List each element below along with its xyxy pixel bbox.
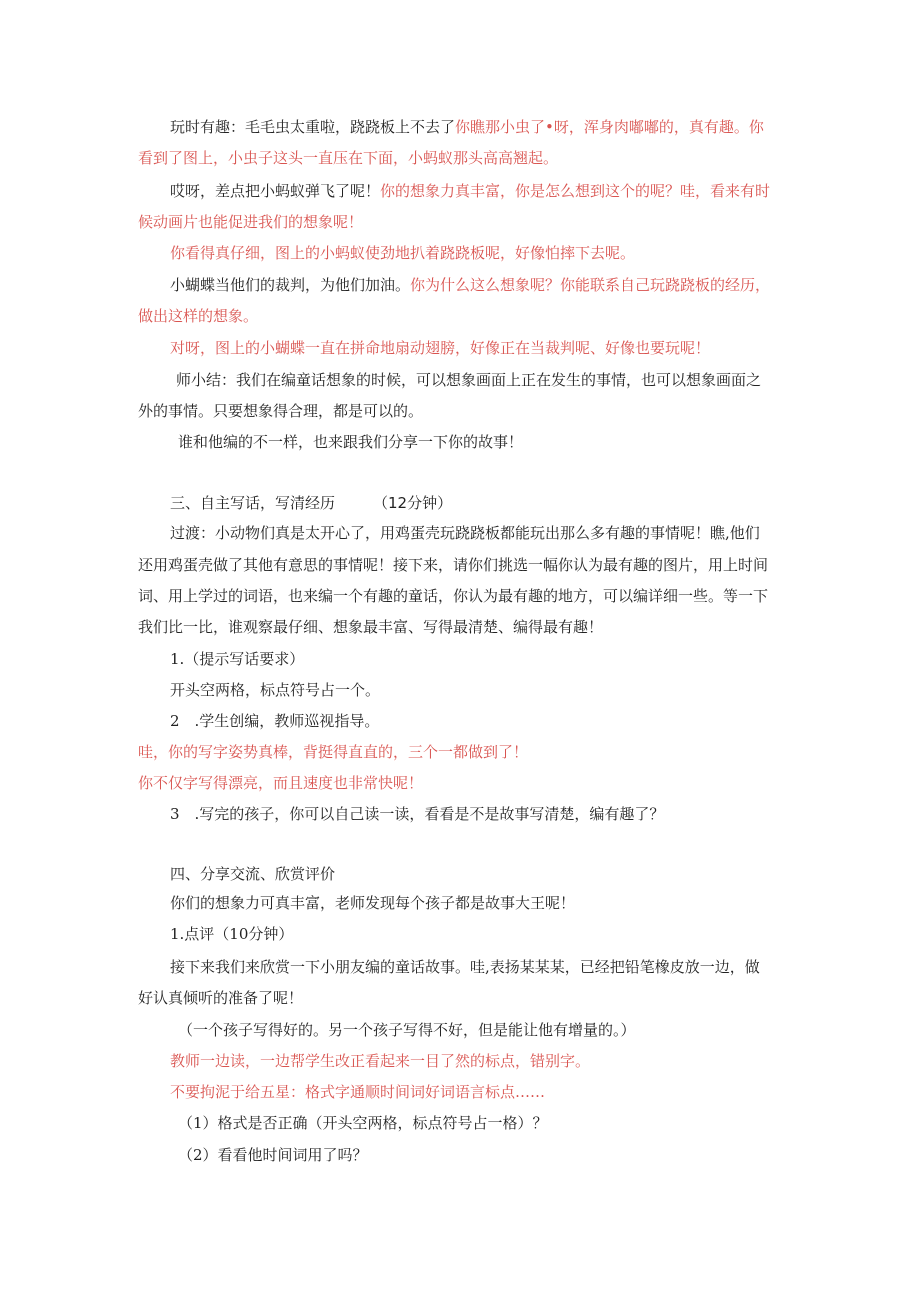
section-heading bbox=[170, 493, 452, 513]
text-line bbox=[170, 649, 304, 669]
lesson-text: 外的事情。只要想象得合理，都是可以的。 bbox=[138, 402, 424, 420]
text-line bbox=[170, 117, 764, 137]
lesson-text: 玩时有趣：毛毛虫太重啦，跷跷板上不去了 bbox=[170, 118, 456, 136]
lesson-text: （1）格式是否正确（开头空两格，标点符号占一格）？ bbox=[178, 1114, 548, 1132]
teacher-comment-text: 看到了图上，小虫子这头一直压在下面，小蚂蚁那头高高翘起。 bbox=[138, 149, 559, 167]
text-line bbox=[170, 1051, 590, 1071]
lesson-text: 3 .写完的孩子，你可以自己读一读，看看是不是故事写清楚，编有趣了？ bbox=[170, 805, 665, 823]
lesson-text: 接下来我们来欣赏一下小朋友编的童话故事。哇,表扬某某某，已经把铅笔橡皮放一边，做 bbox=[170, 958, 760, 976]
text-line bbox=[170, 275, 770, 295]
text-line bbox=[138, 401, 423, 421]
text-line bbox=[138, 617, 603, 637]
text-line bbox=[178, 432, 523, 452]
lesson-text: 哎呀，差点把小蚂蚁弹飞了呢！ bbox=[170, 182, 381, 200]
lesson-text: 好认真倾听的准备了呢！ bbox=[138, 989, 304, 1007]
lesson-text: 师小结：我们在编童话想象的时候，可以想象画面上正在发生的事情，也可以想象画面之 bbox=[176, 371, 762, 389]
text-line bbox=[170, 1082, 545, 1102]
text-line bbox=[138, 773, 423, 793]
lesson-text: 谁和他编的不一样，也来跟我们分享一下你的故事！ bbox=[178, 433, 524, 451]
lesson-text: 小蝴蝶当他们的裁判，为他们加油。 bbox=[170, 276, 411, 294]
teacher-comment-text: 你不仅字写得漂亮，而且速度也非常快呢！ bbox=[138, 774, 424, 792]
text-line bbox=[170, 181, 770, 201]
lesson-text: 四、分享交流、欣赏评价 bbox=[170, 865, 336, 883]
text-line bbox=[178, 1145, 368, 1165]
text-line bbox=[138, 212, 363, 232]
lesson-text: 开头空两格，标点符号占一个。 bbox=[170, 681, 381, 699]
text-line bbox=[138, 306, 258, 326]
text-line bbox=[170, 924, 293, 944]
teacher-comment-text: 做出这样的想象。 bbox=[138, 307, 259, 325]
text-line bbox=[138, 148, 558, 168]
text-line bbox=[138, 742, 528, 762]
teacher-comment-text: 教师一边读，一边帮学生改正看起来一目了然的标点，错别字。 bbox=[170, 1052, 591, 1070]
teacher-comment-text: 对呀，图上的小蝴蝶一直在拼命地扇动翅膀，好像正在当裁判呢、好像也要玩呢！ bbox=[170, 339, 711, 357]
teacher-comment-text: 哇，你的写字姿势真棒，背挺得直直的，三个一都做到了！ bbox=[138, 743, 529, 761]
text-line bbox=[170, 243, 635, 263]
lesson-text: 过渡：小动物们真是太开心了，用鸡蛋壳玩跷跷板都能玩出那么多有趣的事情呢！瞧,他们 bbox=[170, 524, 760, 542]
teacher-comment-text: 你看得真仔细，图上的小蚂蚁使劲地扒着跷跷板呢，好像怕摔下去呢。 bbox=[170, 244, 636, 262]
text-line bbox=[176, 370, 761, 390]
lesson-text: （2）看看他时间词用了吗？ bbox=[178, 1146, 368, 1164]
lesson-text: 你们的想象力可真丰富，老师发现每个孩子都是故事大王呢！ bbox=[170, 894, 576, 912]
lesson-text: （12分钟） bbox=[373, 494, 453, 512]
teacher-comment-text: 你为什么这么想象呢？你能联系自己玩跷跷板的经历， bbox=[410, 276, 771, 294]
text-line bbox=[178, 1020, 636, 1040]
teacher-comment-text: 不要拘泥于给五星：格式字通顺时间词好词语言标点…… bbox=[170, 1083, 546, 1101]
lesson-text: 三、自主写话，写清经历 bbox=[170, 494, 336, 512]
text-line bbox=[170, 957, 760, 977]
text-line bbox=[170, 893, 575, 913]
lesson-text: 我们比一比，谁观察最仔细、想象最丰富、写得最清楚、编得最有趣！ bbox=[138, 618, 604, 636]
text-line bbox=[170, 680, 380, 700]
text-line bbox=[138, 988, 303, 1008]
lesson-text: （一个孩子写得好的。另一个孩子写得不好，但是能让他有增量的。） bbox=[178, 1021, 636, 1039]
teacher-comment-text: 你的想象力真丰富，你是怎么想到这个的呢？哇，看来有时 bbox=[380, 182, 771, 200]
text-line bbox=[138, 555, 768, 575]
text-line bbox=[170, 523, 760, 543]
lesson-text: 1.点评（10分钟） bbox=[170, 925, 294, 943]
text-line bbox=[170, 711, 379, 731]
lesson-text: 词、用上学过的词语，也来编一个有趣的童话，你认为最有趣的地方，可以编详细一些。等一下 bbox=[138, 587, 769, 605]
teacher-comment-text: 候动画片也能促进我们的想象呢！ bbox=[138, 213, 364, 231]
lesson-text: 2 .学生创编，教师巡视指导。 bbox=[170, 712, 380, 730]
lesson-text: 1.（提示写话要求） bbox=[170, 650, 305, 668]
text-line bbox=[170, 338, 710, 358]
text-line bbox=[170, 804, 664, 824]
teacher-comment-text: 你瞧那小虫了•呀，浑身肉嘟嘟的，真有趣。你 bbox=[455, 118, 764, 136]
text-line bbox=[178, 1113, 548, 1133]
text-line bbox=[138, 586, 768, 606]
lesson-text: 还用鸡蛋壳做了其他有意思的事情呢！接下来，请你们挑选一幅你认为最有趣的图片，用上时间 bbox=[138, 556, 769, 574]
section-heading bbox=[170, 864, 335, 884]
